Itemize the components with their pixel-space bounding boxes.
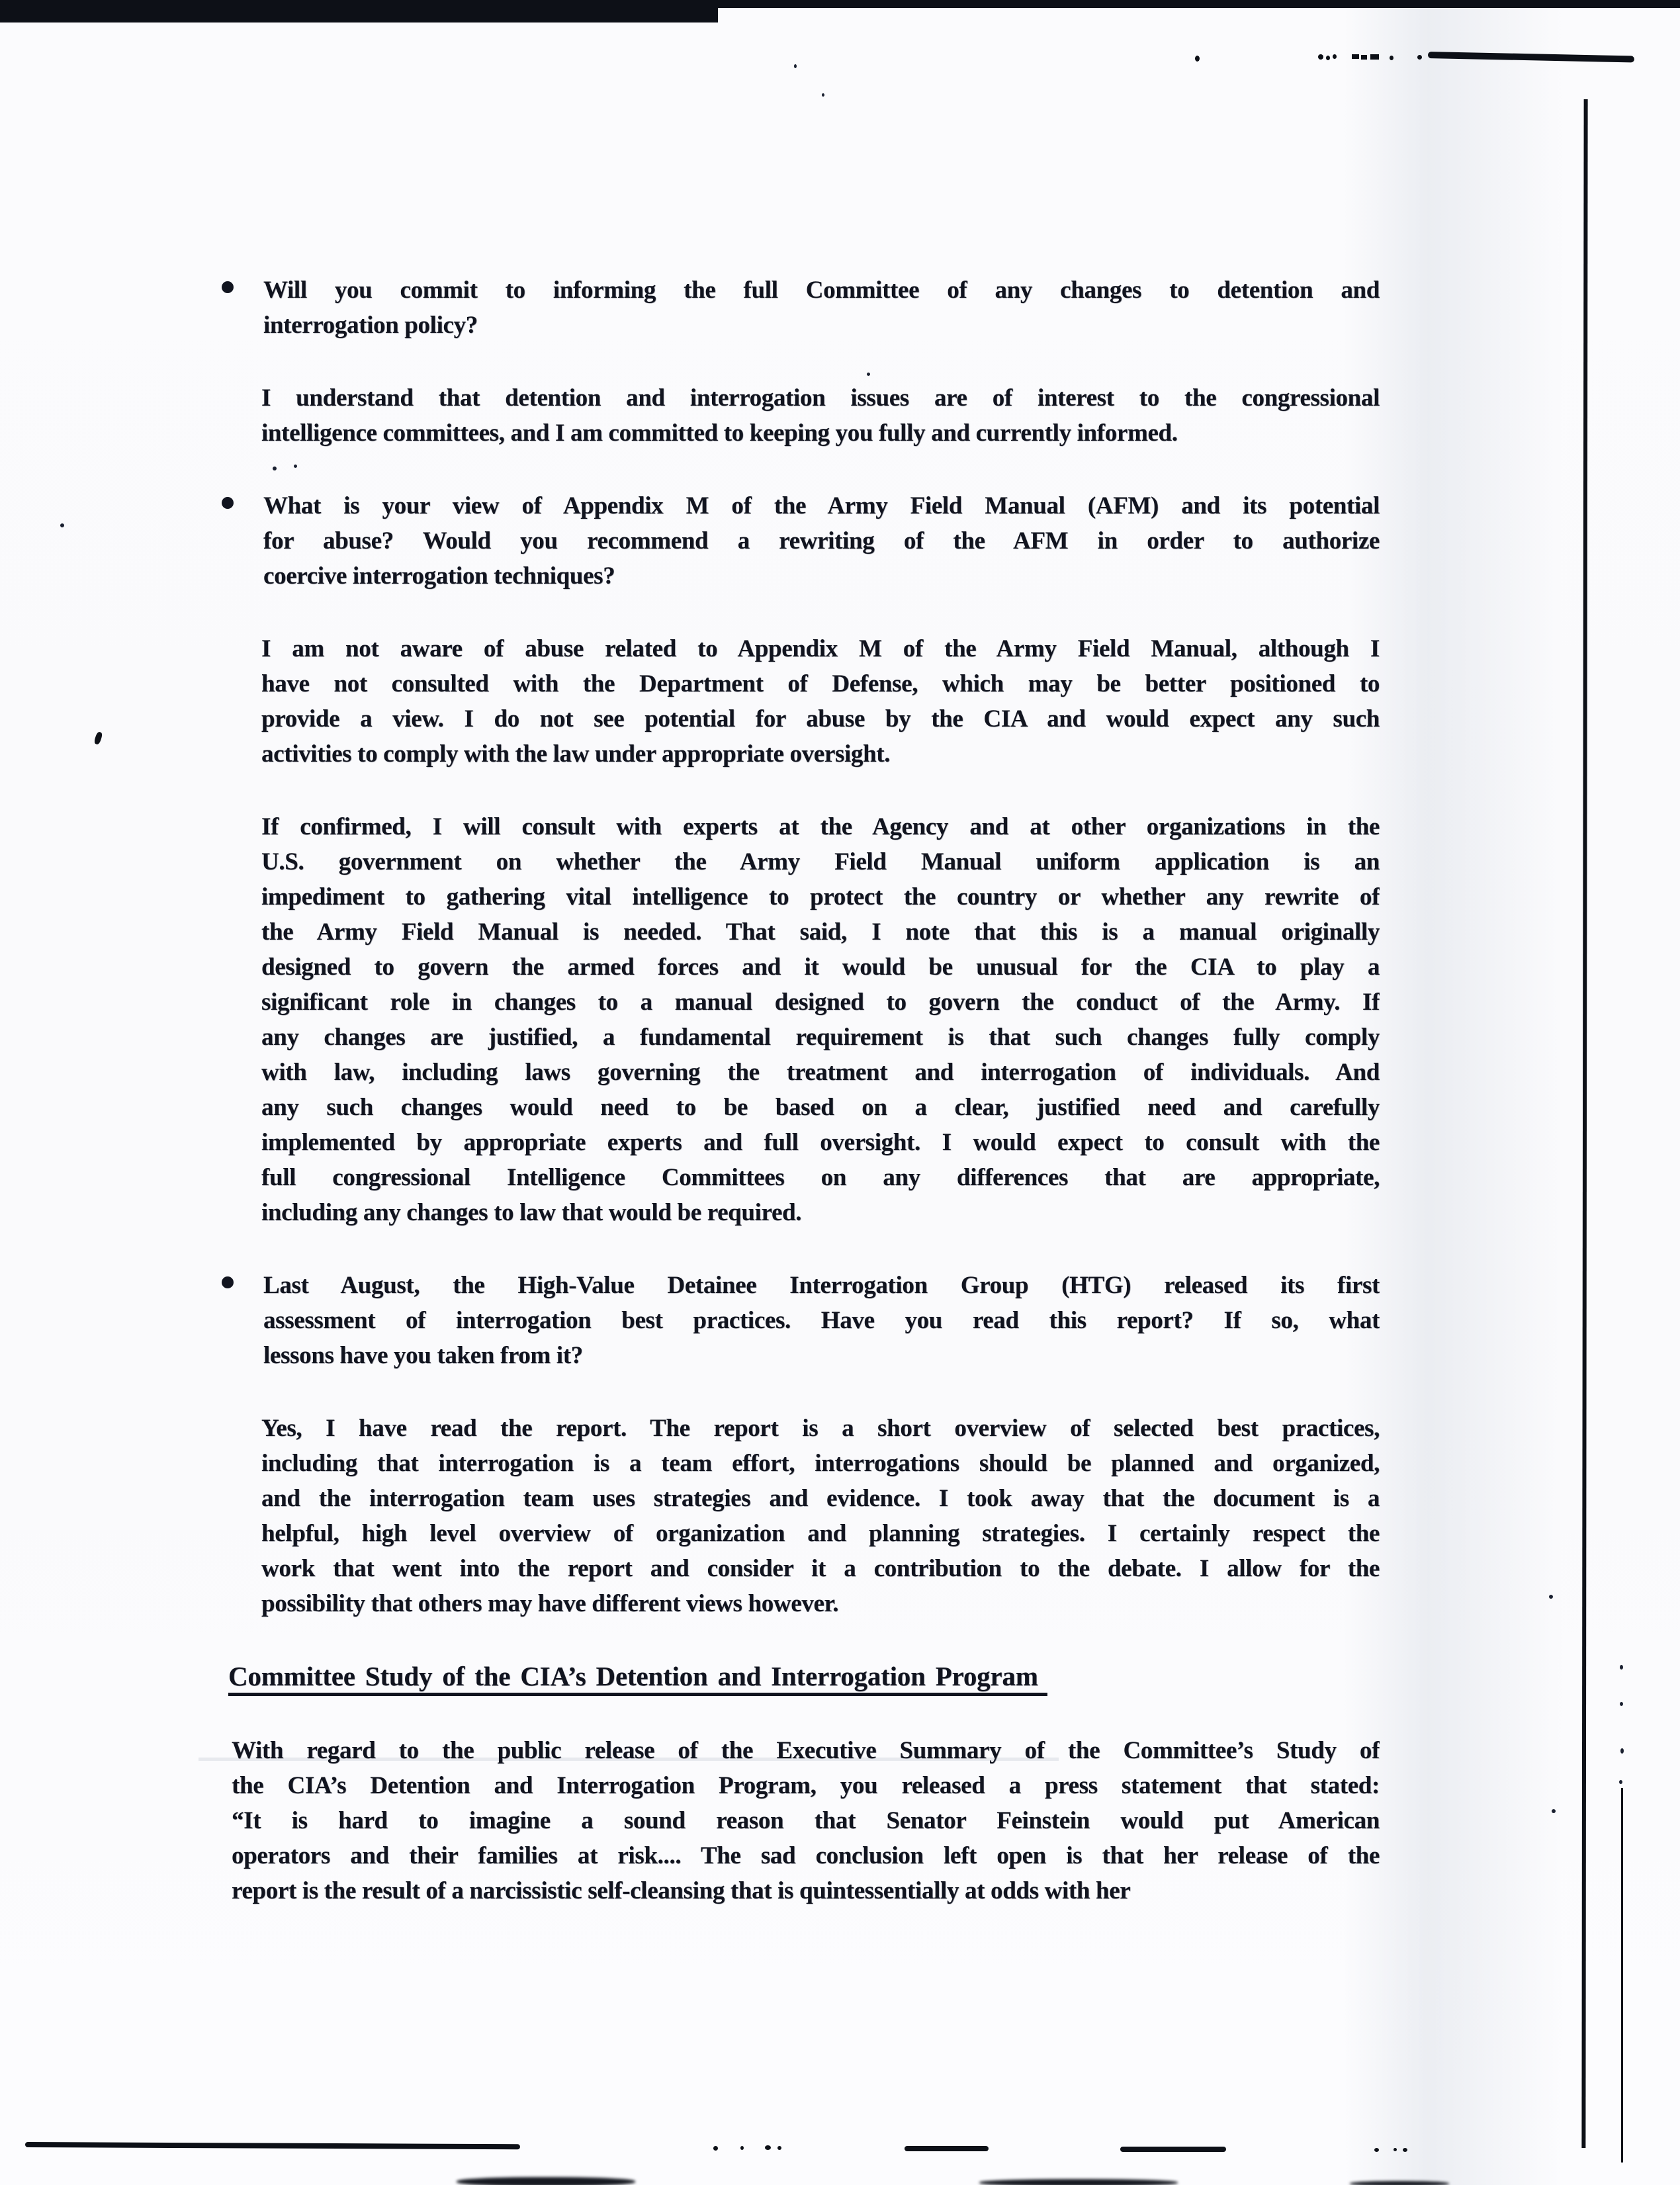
scan-mark-dot bbox=[1620, 1748, 1624, 1754]
answer-3-line-3: and the interrogation team uses strategies and evidence. I took away that the document is a bbox=[261, 1485, 1380, 1512]
question-3 bbox=[263, 1268, 1380, 1373]
question-1-line-1: Will you commit to informing the full Committee of any changes to detention and bbox=[263, 277, 1380, 304]
scan-speck bbox=[1549, 1595, 1553, 1599]
question-3-line-2: assessment of interrogation best practices. Have you read this report? If so, what bbox=[263, 1307, 1380, 1334]
answer-2 bbox=[261, 631, 1380, 772]
answer-2-continuation-line-8: with law, including laws governing the treatment and interrogation of individuals. And bbox=[261, 1059, 1380, 1086]
section-heading bbox=[228, 1659, 1380, 1700]
closing-paragraph-line-1: With regard to the public release of the Executive Summary of the Committee’s Study of bbox=[232, 1737, 1380, 1764]
closing-paragraph-line-3: “It is hard to imagine a sound reason that Senator Feinstein would put American bbox=[232, 1807, 1380, 1834]
answer-1-line-1: I understand that detention and interrogation issues are of interest to the congressional bbox=[261, 384, 1380, 412]
answer-2-continuation-line-1: If confirmed, I will consult with experts at the Agency and at other organizations in the bbox=[261, 813, 1380, 840]
answer-3-line-6: possibility that others may have different views however. bbox=[261, 1590, 839, 1617]
bullet-icon bbox=[222, 1276, 234, 1288]
question-2 bbox=[263, 488, 1380, 594]
answer-3-line-1: Yes, I have read the report. The report is a short overview of selected best practices, bbox=[261, 1415, 1380, 1442]
scan-bottom-edge-smudge bbox=[979, 2179, 1178, 2185]
answer-2-line-1: I am not aware of abuse related to Appendix M of the Army Field Manual, although I bbox=[261, 635, 1380, 662]
scan-stray-comma bbox=[93, 731, 103, 745]
section-heading-text: Committee Study of the CIA’s Detention and Interrogation Program bbox=[228, 1661, 1047, 1696]
question-3-line-1: Last August, the High-Value Detainee Interrogation Group (HTG) released its first bbox=[263, 1272, 1380, 1299]
scan-bottom-dot bbox=[765, 2145, 771, 2150]
scan-speck bbox=[822, 93, 824, 97]
bullet-icon bbox=[222, 497, 234, 509]
answer-3 bbox=[261, 1411, 1380, 1621]
answer-2-continuation-line-9: any such changes would need to be based on a clear, justified need and carefully bbox=[261, 1094, 1380, 1121]
answer-2-continuation-line-2: U.S. government on whether the Army Field Manual uniform application is an bbox=[261, 848, 1380, 875]
scan-top-edge-bar-thick bbox=[0, 0, 718, 22]
answer-2-continuation bbox=[261, 809, 1380, 1230]
scan-bottom-dot bbox=[1403, 2148, 1407, 2152]
answer-3-line-4: helpful, high level overview of organization and planning strategies. I certainly respect the bbox=[261, 1520, 1380, 1547]
scan-bottom-dash bbox=[905, 2146, 989, 2151]
answer-2-continuation-line-4: the Army Field Manual is needed. That said, I note that this is a manual originally bbox=[261, 918, 1380, 946]
closing-paragraph-line-2: the CIA’s Detention and Interrogation Program, you released a press statement that stated: bbox=[232, 1772, 1380, 1799]
question-2-line-1: What is your view of Appendix M of the Army Field Manual (AFM) and its potential bbox=[263, 492, 1380, 519]
scan-mark-dash bbox=[1370, 54, 1379, 60]
closing-paragraph bbox=[232, 1733, 1380, 1908]
scan-speck bbox=[794, 64, 797, 68]
question-2-line-3: coercive interrogation techniques? bbox=[263, 562, 615, 590]
answer-1-line-2: intelligence committees, and I am committed to keeping you fully and currently informed. bbox=[261, 420, 1178, 447]
scan-mark-dot bbox=[1318, 54, 1323, 60]
answer-2-line-3: provide a view. I do not see potential for abuse by the CIA and would expect any such bbox=[261, 705, 1380, 733]
scan-mark-dot bbox=[1620, 1665, 1623, 1670]
answer-2-continuation-line-11: full congressional Intelligence Committees on any differences that are appropriate, bbox=[261, 1164, 1380, 1191]
scan-mark-long-dash bbox=[1428, 52, 1634, 63]
answer-2-line-4: activities to comply with the law under appropriate oversight. bbox=[261, 740, 891, 768]
answer-2-continuation-line-10: implemented by appropriate experts and full oversight. I would expect to consult with the bbox=[261, 1129, 1380, 1156]
scan-mark-dot bbox=[1620, 1702, 1623, 1706]
scan-bottom-dot bbox=[713, 2146, 718, 2151]
scan-mark-dot bbox=[1333, 54, 1337, 59]
scan-mark-dot bbox=[1195, 56, 1200, 62]
answer-3-line-5: work that went into the report and consider it a contribution to the debate. I allow for the bbox=[261, 1555, 1380, 1582]
scan-bottom-edge-smudge bbox=[1350, 2181, 1449, 2185]
answer-1 bbox=[261, 380, 1380, 451]
scan-right-edge-line-2 bbox=[1621, 1788, 1623, 2163]
scan-mark-dash bbox=[1361, 55, 1367, 60]
closing-paragraph-line-5: report is the result of a narcissistic self-cleansing that is quintessentially at odds with her bbox=[232, 1877, 1131, 1904]
scan-right-edge-line bbox=[1581, 99, 1587, 2148]
scan-mark-dot bbox=[1619, 1780, 1622, 1784]
section-heading-line-1 bbox=[228, 1659, 1380, 1700]
scan-bottom-dot bbox=[1393, 2148, 1397, 2151]
question-1 bbox=[263, 273, 1380, 343]
scan-speck bbox=[1552, 1809, 1556, 1813]
scan-bottom-edge-smudge bbox=[457, 2177, 635, 2185]
scan-speck bbox=[60, 523, 64, 527]
question-2-line-2: for abuse? Would you recommend a rewriting of the AFM in order to authorize bbox=[263, 527, 1380, 555]
question-1-line-2: interrogation policy? bbox=[263, 312, 478, 339]
answer-2-continuation-line-12: including any changes to law that would be required. bbox=[261, 1199, 802, 1226]
bullet-icon bbox=[222, 281, 234, 293]
question-3-line-3: lessons have you taken from it? bbox=[263, 1342, 583, 1369]
scan-bottom-rule bbox=[25, 2142, 520, 2149]
scan-bottom-dot bbox=[777, 2146, 781, 2150]
answer-2-line-2: have not consulted with the Department of Defense, which may be better positioned to bbox=[261, 670, 1380, 697]
answer-3-line-2: including that interrogation is a team effort, interrogations should be planned and organized, bbox=[261, 1450, 1380, 1477]
scan-bottom-dash bbox=[1120, 2147, 1226, 2152]
scan-mark-dot bbox=[1390, 56, 1393, 60]
answer-2-continuation-line-3: impediment to gathering vital intelligence to protect the country or whether any rewrite of bbox=[261, 883, 1380, 911]
scan-mark-dot bbox=[1417, 55, 1422, 60]
scan-mark-dash bbox=[1352, 54, 1359, 59]
scan-bottom-dot bbox=[740, 2146, 744, 2150]
answer-2-continuation-line-7: any changes are justified, a fundamental requirement is that such changes fully comply bbox=[261, 1024, 1380, 1051]
scan-mark-dot bbox=[1326, 56, 1330, 60]
document-body bbox=[228, 273, 1380, 1946]
answer-2-continuation-line-6: significant role in changes to a manual designed to govern the conduct of the Army. If bbox=[261, 989, 1380, 1016]
answer-2-continuation-line-5: designed to govern the armed forces and it would be unusual for the CIA to play a bbox=[261, 954, 1380, 981]
scan-bottom-dot bbox=[1374, 2148, 1379, 2152]
closing-paragraph-line-4: operators and their families at risk.... The sad conclusion left open is that her release of the bbox=[232, 1842, 1380, 1869]
